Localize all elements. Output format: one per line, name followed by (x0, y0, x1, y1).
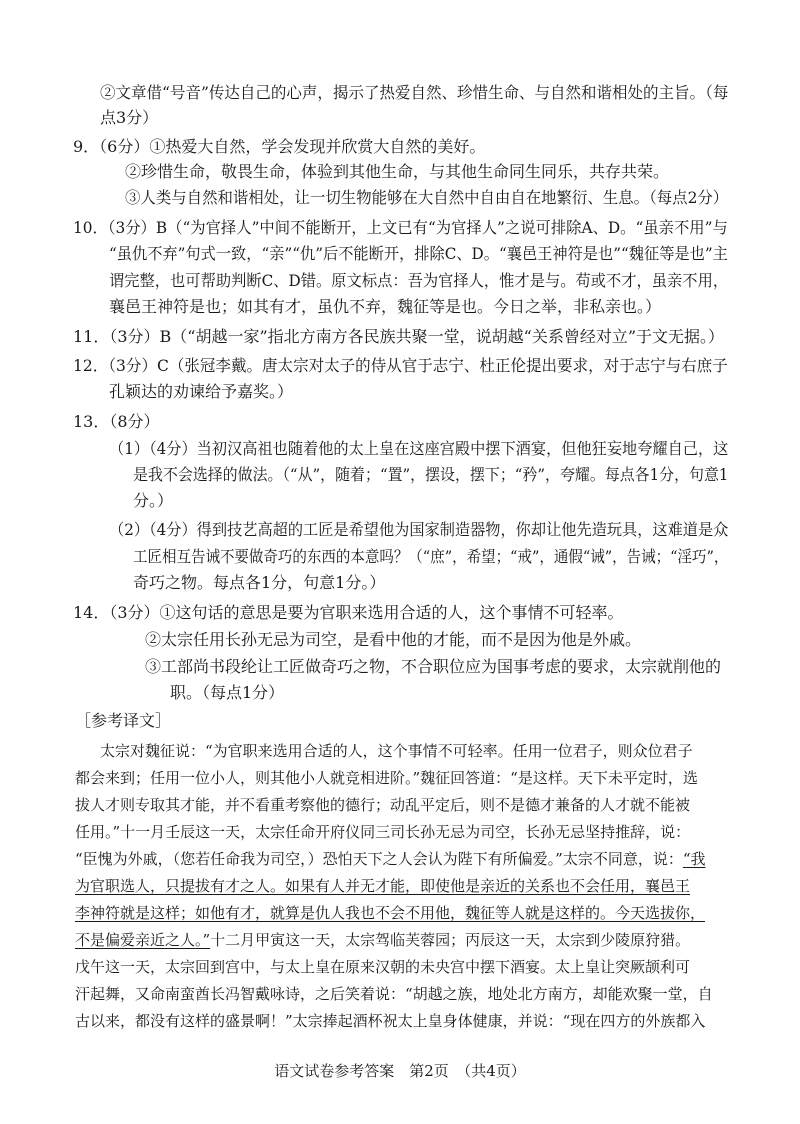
answer-line: 孔颖达的劝谏给予嘉奖。） (109, 382, 294, 401)
underlined-translation-line: 为官职选人，只提拔有才之人。如果有人并无才能，即使他是亲近的关系也不会任用，襄邑王 (75, 877, 691, 895)
page-footer: 语文试卷参考答案 第2页 （共4页） (274, 1062, 526, 1080)
answer-line: ②太宗任用长孙无忌为司空，是看中他的才能，而不是因为他是外戚。 (145, 630, 642, 649)
answer-line: “虽仇不弃”句式一致，“亲”“仇”后不能断开，排除C、D。“襄邑王神符是也”“魏征等是也”主 (109, 244, 728, 263)
translation-line: 古以来，都没有这样的盛景啊！”太宗捧起酒杯祝太上皇身体健康，并说：“现在四方的外族都入 (75, 1012, 706, 1030)
underlined-text: 不是偏爱亲近之人。” (75, 931, 211, 949)
answer-line: 点3分） (100, 108, 159, 127)
translation-line: 太宗对魏征说：“为官职来选用合适的人，这个事情不可轻率。任用一位君子，则众位君子 (100, 742, 693, 760)
answer-line: 9．（6分）①热爱大自然，学会发现并欣赏大自然的美好。 (73, 137, 486, 156)
translation-line: 汗起舞，又命南蛮酋长冯智戴咏诗，之后笑着说：“胡越之族，地处北方南方，却能欢聚一堂，自 (75, 985, 713, 1003)
translation-text: 十二月甲寅这一天，太宗驾临芙蓉园；丙辰这一天，太宗到少陵原狩猎。 (210, 931, 691, 949)
translation-line (75, 930, 690, 950)
answer-line: ②文章借“号音”传达自己的心声，揭示了热爱自然、珍惜生命、与自然和谐相处的主旨。（每 (100, 83, 729, 102)
answer-line: （1）（4分）当初汉高祖也随着他的太上皇在这座宫殿中摆下酒宴，但他狂妄地夸耀自己，这 (109, 439, 729, 458)
answer-line: 13．（8分） (73, 412, 160, 431)
answer-line: 奇巧之物。每点各1分，句意1分。） (133, 573, 386, 592)
translation-line: 都会来到；任用一位小人，则其他小人就竞相进阶。”魏征回答道：“是这样。天下未平定时，选 (75, 769, 698, 787)
section-heading: ［参考译文］ (75, 711, 172, 730)
answer-line: （2）（4分）得到技艺高超的工匠是希望他为国家制造器物，你却让他先造玩具，这难道是众 (109, 520, 729, 539)
answer-line: 分。） (133, 491, 174, 510)
answer-line: ③人类与自然和谐相处，让一切生物能够在大自然中自由自在地繁衍、生息。（每点2分） (125, 188, 729, 207)
underlined-text: “我 (682, 850, 706, 868)
answer-line: ②珍惜生命，敬畏生命，体验到其他生命，与其他生命同生同乐，共存共荣。 (125, 162, 670, 181)
answer-line: ③工部尚书段纶让工匠做奇巧之物，不合职位应为国事考虑的要求，太宗就削他的 (145, 657, 722, 676)
answer-line: 职。（每点1分） (170, 683, 285, 702)
answer-line: 谓完整，也可帮助判断C、D错。原文标点：吾为官择人，惟才是与。苟或不才，虽亲不用， (109, 271, 729, 290)
answer-line: 11．（3分）B（“胡越一家”指北方南方各民族共聚一堂，说胡越“关系曾经对立”于文无据。） (73, 327, 725, 346)
translation-line: 拔人才则专取其才能，并不看重考察他的德行；动乱平定后，则不是德才兼备的人才就不能被 (75, 796, 691, 814)
answer-line: 襄邑王神符是也；如其有才，虽仇不弃，魏征等是也。今日之举，非私亲也。） (109, 297, 662, 316)
answer-line: 14．（3分）①这句话的意思是要为官职来选用合适的人，这个事情不可轻率。 (73, 603, 624, 622)
translation-line: 任用。”十一月壬辰这一天，太宗任命开府仪同三司长孙无忌为司空，长孙无忌坚持推辞，说： (75, 823, 691, 841)
underlined-translation-line: 李神符就是这样；如他有才，就算是仇人我也不会不用他，魏征等人就是这样的。今天选拔你， (75, 904, 706, 922)
answer-line: 是我不会选择的做法。（“从”，随着；“置”，摆设，摆下；“矜”，夸耀。每点各1分，句意1 (133, 465, 729, 484)
translation-line: 戊午这一天，太宗回到宫中，与太上皇在原来汉朝的未央宫中摆下酒宴。太上皇让突厥颉利可 (75, 958, 691, 976)
answer-line: 10．（3分）B（“为官择人”中间不能断开，上文已有“为官择人”之说可排除A、D。“虽亲不用”与 (73, 218, 728, 237)
answer-line: 工匠相互告诫不要做奇巧的东西的本意吗？（“庶”，希望；“戒”，通假“诫”，告诫；“淫巧”， (133, 547, 729, 566)
answer-line: 12．（3分）C（张冠李戴。唐太宗对太子的侍从官于志宁、杜正伦提出要求，对于志宁与右庶子 (73, 356, 728, 375)
translation-line (75, 849, 706, 869)
translation-text: “臣愧为外戚，（您若任命我为司空，）恐怕天下之人会认为陛下有所偏爱。”太宗不同意，说： (75, 850, 683, 868)
